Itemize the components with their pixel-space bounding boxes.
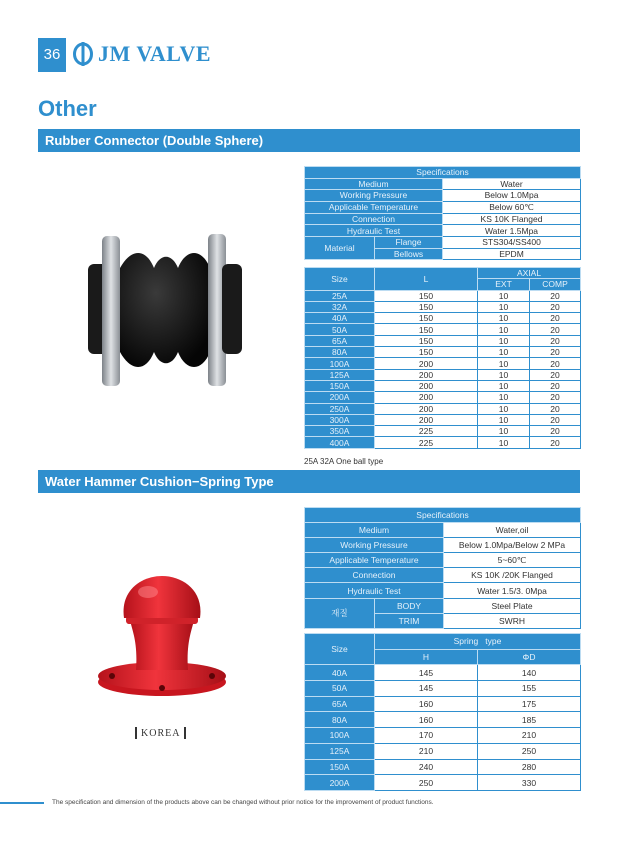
table-row: 150A 200 10 20: [305, 380, 581, 391]
table-row: 65A 160 175: [305, 696, 581, 712]
product1-specs-table: [304, 166, 581, 260]
table-row: Medium Water: [305, 178, 581, 190]
h-header: H: [375, 649, 478, 665]
brand-name: JM VALVE: [98, 41, 212, 66]
table-row: 100A 170 210: [305, 728, 581, 744]
product1-note: 25A 32A One ball type: [304, 457, 384, 466]
table-row: 350A 225 10 20: [305, 426, 581, 437]
table-row: 400A 225 10 20: [305, 437, 581, 448]
origin-label: [135, 727, 186, 739]
table-row: Applicable Temperature Below 60℃: [305, 201, 581, 213]
footer-disclaimer: The specification and dimension of the products above can be changed without prior notice for the improvement of product functions.: [52, 799, 434, 806]
table-row: 125A 210 250: [305, 743, 581, 759]
table-row: Medium Water,oil: [305, 523, 581, 538]
table-row: 50A 150 10 20: [305, 324, 581, 335]
table-row: 40A 145 140: [305, 665, 581, 681]
table-row: 200A 200 10 20: [305, 392, 581, 403]
section-title: Other: [38, 96, 97, 121]
table-row: 40A 150 10 20: [305, 313, 581, 324]
spring-type-header: Spring type: [375, 634, 581, 650]
table-row: 25A 150 10 20: [305, 290, 581, 301]
divider: [135, 727, 137, 739]
table-row: 200A 250 330: [305, 775, 581, 791]
table-row: Applicable Temperature 5~60℃: [305, 553, 581, 568]
table-row: 50A 145 155: [305, 681, 581, 697]
comp-header: COMP: [530, 279, 581, 290]
table-row: 250A 200 10 20: [305, 403, 581, 414]
size-header: Size: [305, 268, 375, 291]
axial-header: AXIAL: [478, 268, 581, 279]
product1-title-bar: Rubber Connector (Double Sphere): [38, 129, 580, 152]
l-header: L: [375, 268, 478, 291]
table-row: 300A 200 10 20: [305, 414, 581, 425]
table-row: Hydraulic Test Water 1.5/3. 0Mpa: [305, 583, 581, 598]
footer-accent-line: [0, 802, 44, 804]
table-row: 80A 160 185: [305, 712, 581, 728]
page-number: 36: [38, 38, 66, 72]
table-row: Bellows EPDM: [305, 248, 581, 260]
product2-dims-table: [304, 633, 581, 791]
table-row: Working Pressure Below 1.0Mpa: [305, 190, 581, 202]
divider: [184, 727, 186, 739]
specs-header: Specifications: [305, 508, 581, 523]
water-hammer-cushion-image: [92, 572, 232, 704]
table-row: Material Flange STS304/SS400: [305, 236, 581, 248]
table-row: TRIM SWRH: [305, 613, 581, 628]
d-header: ΦD: [478, 649, 581, 665]
table-row: 100A 200 10 20: [305, 358, 581, 369]
table-row: Connection KS 10K Flanged: [305, 213, 581, 225]
table-row: Connection KS 10K /20K Flanged: [305, 568, 581, 583]
ext-header: EXT: [478, 279, 530, 290]
brand-logo: [72, 39, 211, 69]
size-header: Size: [305, 634, 375, 665]
table-row: 65A 150 10 20: [305, 335, 581, 346]
product2-specs-table: [304, 507, 581, 629]
jm-logo-icon: [72, 42, 94, 66]
table-row: 80A 150 10 20: [305, 347, 581, 358]
table-row: 125A 200 10 20: [305, 369, 581, 380]
product2-title-bar: Water Hammer Cushion−Spring Type: [38, 470, 580, 493]
product1-dims-table: [304, 267, 581, 449]
table-row: 32A 150 10 20: [305, 301, 581, 312]
table-row: 재질 BODY Steel Plate: [305, 598, 581, 613]
rubber-connector-image: [86, 228, 248, 394]
table-row: 150A 240 280: [305, 759, 581, 775]
table-row: Hydraulic Test Water 1.5Mpa: [305, 225, 581, 237]
origin-text: KOREA: [141, 727, 181, 739]
table-row: Working Pressure Below 1.0Mpa/Below 2 MPa: [305, 538, 581, 553]
specs-header: Specifications: [305, 167, 581, 179]
